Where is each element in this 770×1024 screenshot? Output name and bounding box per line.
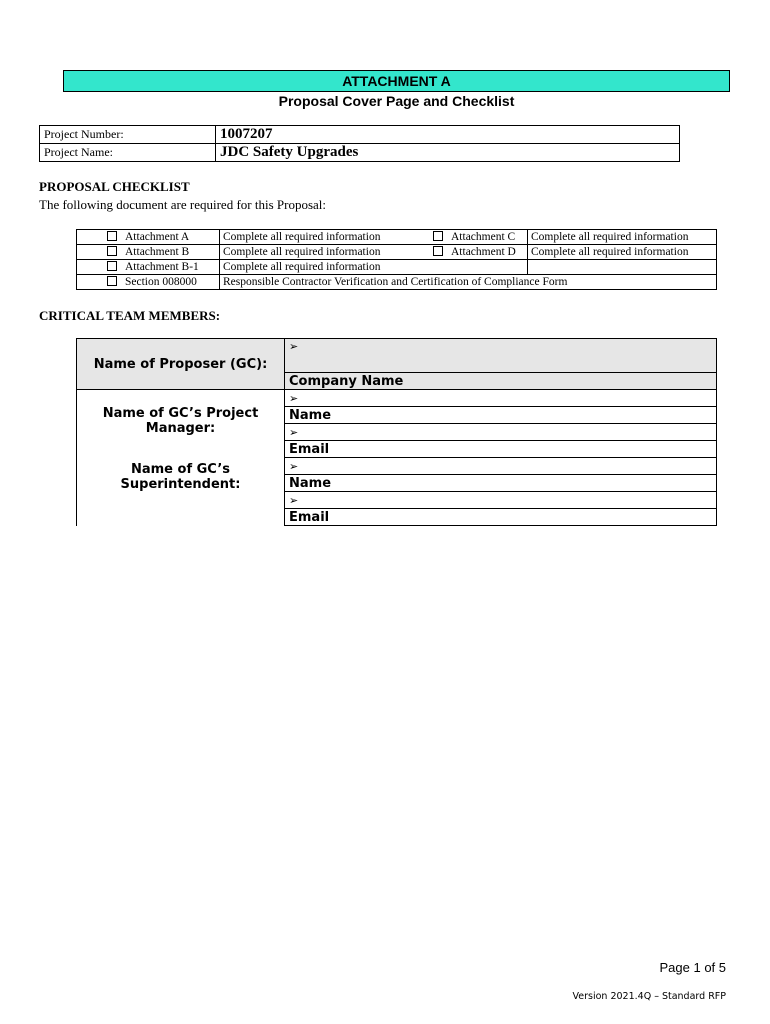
checklist-intro: The following document are required for this Proposal: bbox=[39, 197, 327, 212]
project-number-row bbox=[40, 126, 680, 144]
checklist-item bbox=[77, 230, 220, 245]
checkbox[interactable] bbox=[107, 231, 117, 241]
pm-email-input[interactable] bbox=[285, 424, 717, 441]
superintendent-label-line: Superintendent: bbox=[120, 477, 241, 492]
checklist-item-label: Attachment C bbox=[451, 231, 516, 243]
checklist-requirement: Complete all required information bbox=[220, 260, 403, 275]
arrow-bullet-icon: ➢ bbox=[289, 494, 299, 507]
arrow-bullet-icon: ➢ bbox=[289, 460, 299, 473]
project-info-table bbox=[39, 125, 680, 162]
checklist-row bbox=[77, 230, 717, 245]
pm-label bbox=[77, 406, 284, 436]
proposer-input-field[interactable] bbox=[285, 339, 717, 373]
checklist-row bbox=[77, 260, 717, 275]
checklist-item-label: Attachment B bbox=[125, 246, 190, 258]
arrow-bullet-icon: ➢ bbox=[289, 392, 299, 405]
checklist-item bbox=[77, 260, 220, 275]
superintendent-label-line: Name of GC’s bbox=[130, 462, 231, 477]
superintendent-email-input[interactable] bbox=[285, 492, 717, 509]
proposal-checklist-table bbox=[76, 229, 717, 290]
pm-name-input[interactable] bbox=[285, 390, 717, 407]
checkbox[interactable] bbox=[107, 246, 117, 256]
checklist-item-label: Attachment B-1 bbox=[125, 261, 199, 273]
superintendent-name-label: Name bbox=[285, 475, 717, 492]
pm-name-label: Name bbox=[285, 407, 717, 424]
project-name-row bbox=[40, 144, 680, 162]
checklist-item-label: Attachment A bbox=[125, 231, 190, 243]
checklist-heading: PROPOSAL CHECKLIST bbox=[39, 179, 190, 194]
superintendent-label bbox=[77, 462, 284, 492]
checklist-empty-cell bbox=[528, 260, 717, 275]
proposer-row bbox=[77, 339, 717, 373]
checklist-requirement: Complete all required information bbox=[528, 230, 717, 245]
pm-label-line: Manager: bbox=[145, 421, 216, 436]
project-number-value: 1007207 bbox=[216, 126, 680, 144]
team-labels-cell bbox=[77, 390, 285, 526]
superintendent-email-label: Email bbox=[285, 509, 717, 526]
pm-name-input-row bbox=[77, 390, 717, 407]
checklist-item bbox=[402, 245, 528, 260]
team-heading: CRITICAL TEAM MEMBERS: bbox=[39, 308, 221, 323]
project-number-label: Project Number: bbox=[40, 126, 216, 144]
checkbox[interactable] bbox=[107, 276, 117, 286]
checkbox[interactable] bbox=[433, 231, 443, 241]
attachment-title: ATTACHMENT A bbox=[63, 70, 730, 92]
checklist-row bbox=[77, 245, 717, 260]
page-number: Page 1 of 5 bbox=[659, 960, 726, 975]
checklist-requirement: Complete all required information bbox=[220, 230, 403, 245]
checkbox[interactable] bbox=[433, 246, 443, 256]
arrow-bullet-icon: ➢ bbox=[289, 426, 299, 439]
version-label: Version 2021.4Q – Standard RFP bbox=[572, 991, 726, 1002]
checklist-item bbox=[77, 275, 220, 290]
page-subtitle: Proposal Cover Page and Checklist bbox=[278, 93, 515, 109]
arrow-bullet-icon: ➢ bbox=[289, 341, 299, 353]
project-name-value: JDC Safety Upgrades bbox=[216, 144, 680, 162]
project-name-label: Project Name: bbox=[40, 144, 216, 162]
checklist-item bbox=[77, 245, 220, 260]
checklist-requirement: Responsible Contractor Verification and Certification of Compliance Form bbox=[220, 275, 717, 290]
checklist-requirement: Complete all required information bbox=[220, 245, 403, 260]
proposer-label: Name of Proposer (GC): bbox=[77, 339, 285, 390]
pm-email-label: Email bbox=[285, 441, 717, 458]
company-name-label: Company Name bbox=[285, 373, 717, 390]
checklist-requirement: Complete all required information bbox=[528, 245, 717, 260]
team-members-table bbox=[76, 338, 717, 526]
superintendent-name-input[interactable] bbox=[285, 458, 717, 475]
checklist-item bbox=[402, 230, 528, 245]
pm-label-line: Name of GC’s Project bbox=[102, 406, 259, 421]
checkbox[interactable] bbox=[107, 261, 117, 271]
checklist-empty-cell bbox=[402, 260, 528, 275]
checklist-item-label: Attachment D bbox=[451, 246, 516, 258]
checklist-item-label: Section 008000 bbox=[125, 276, 197, 288]
checklist-row bbox=[77, 275, 717, 290]
